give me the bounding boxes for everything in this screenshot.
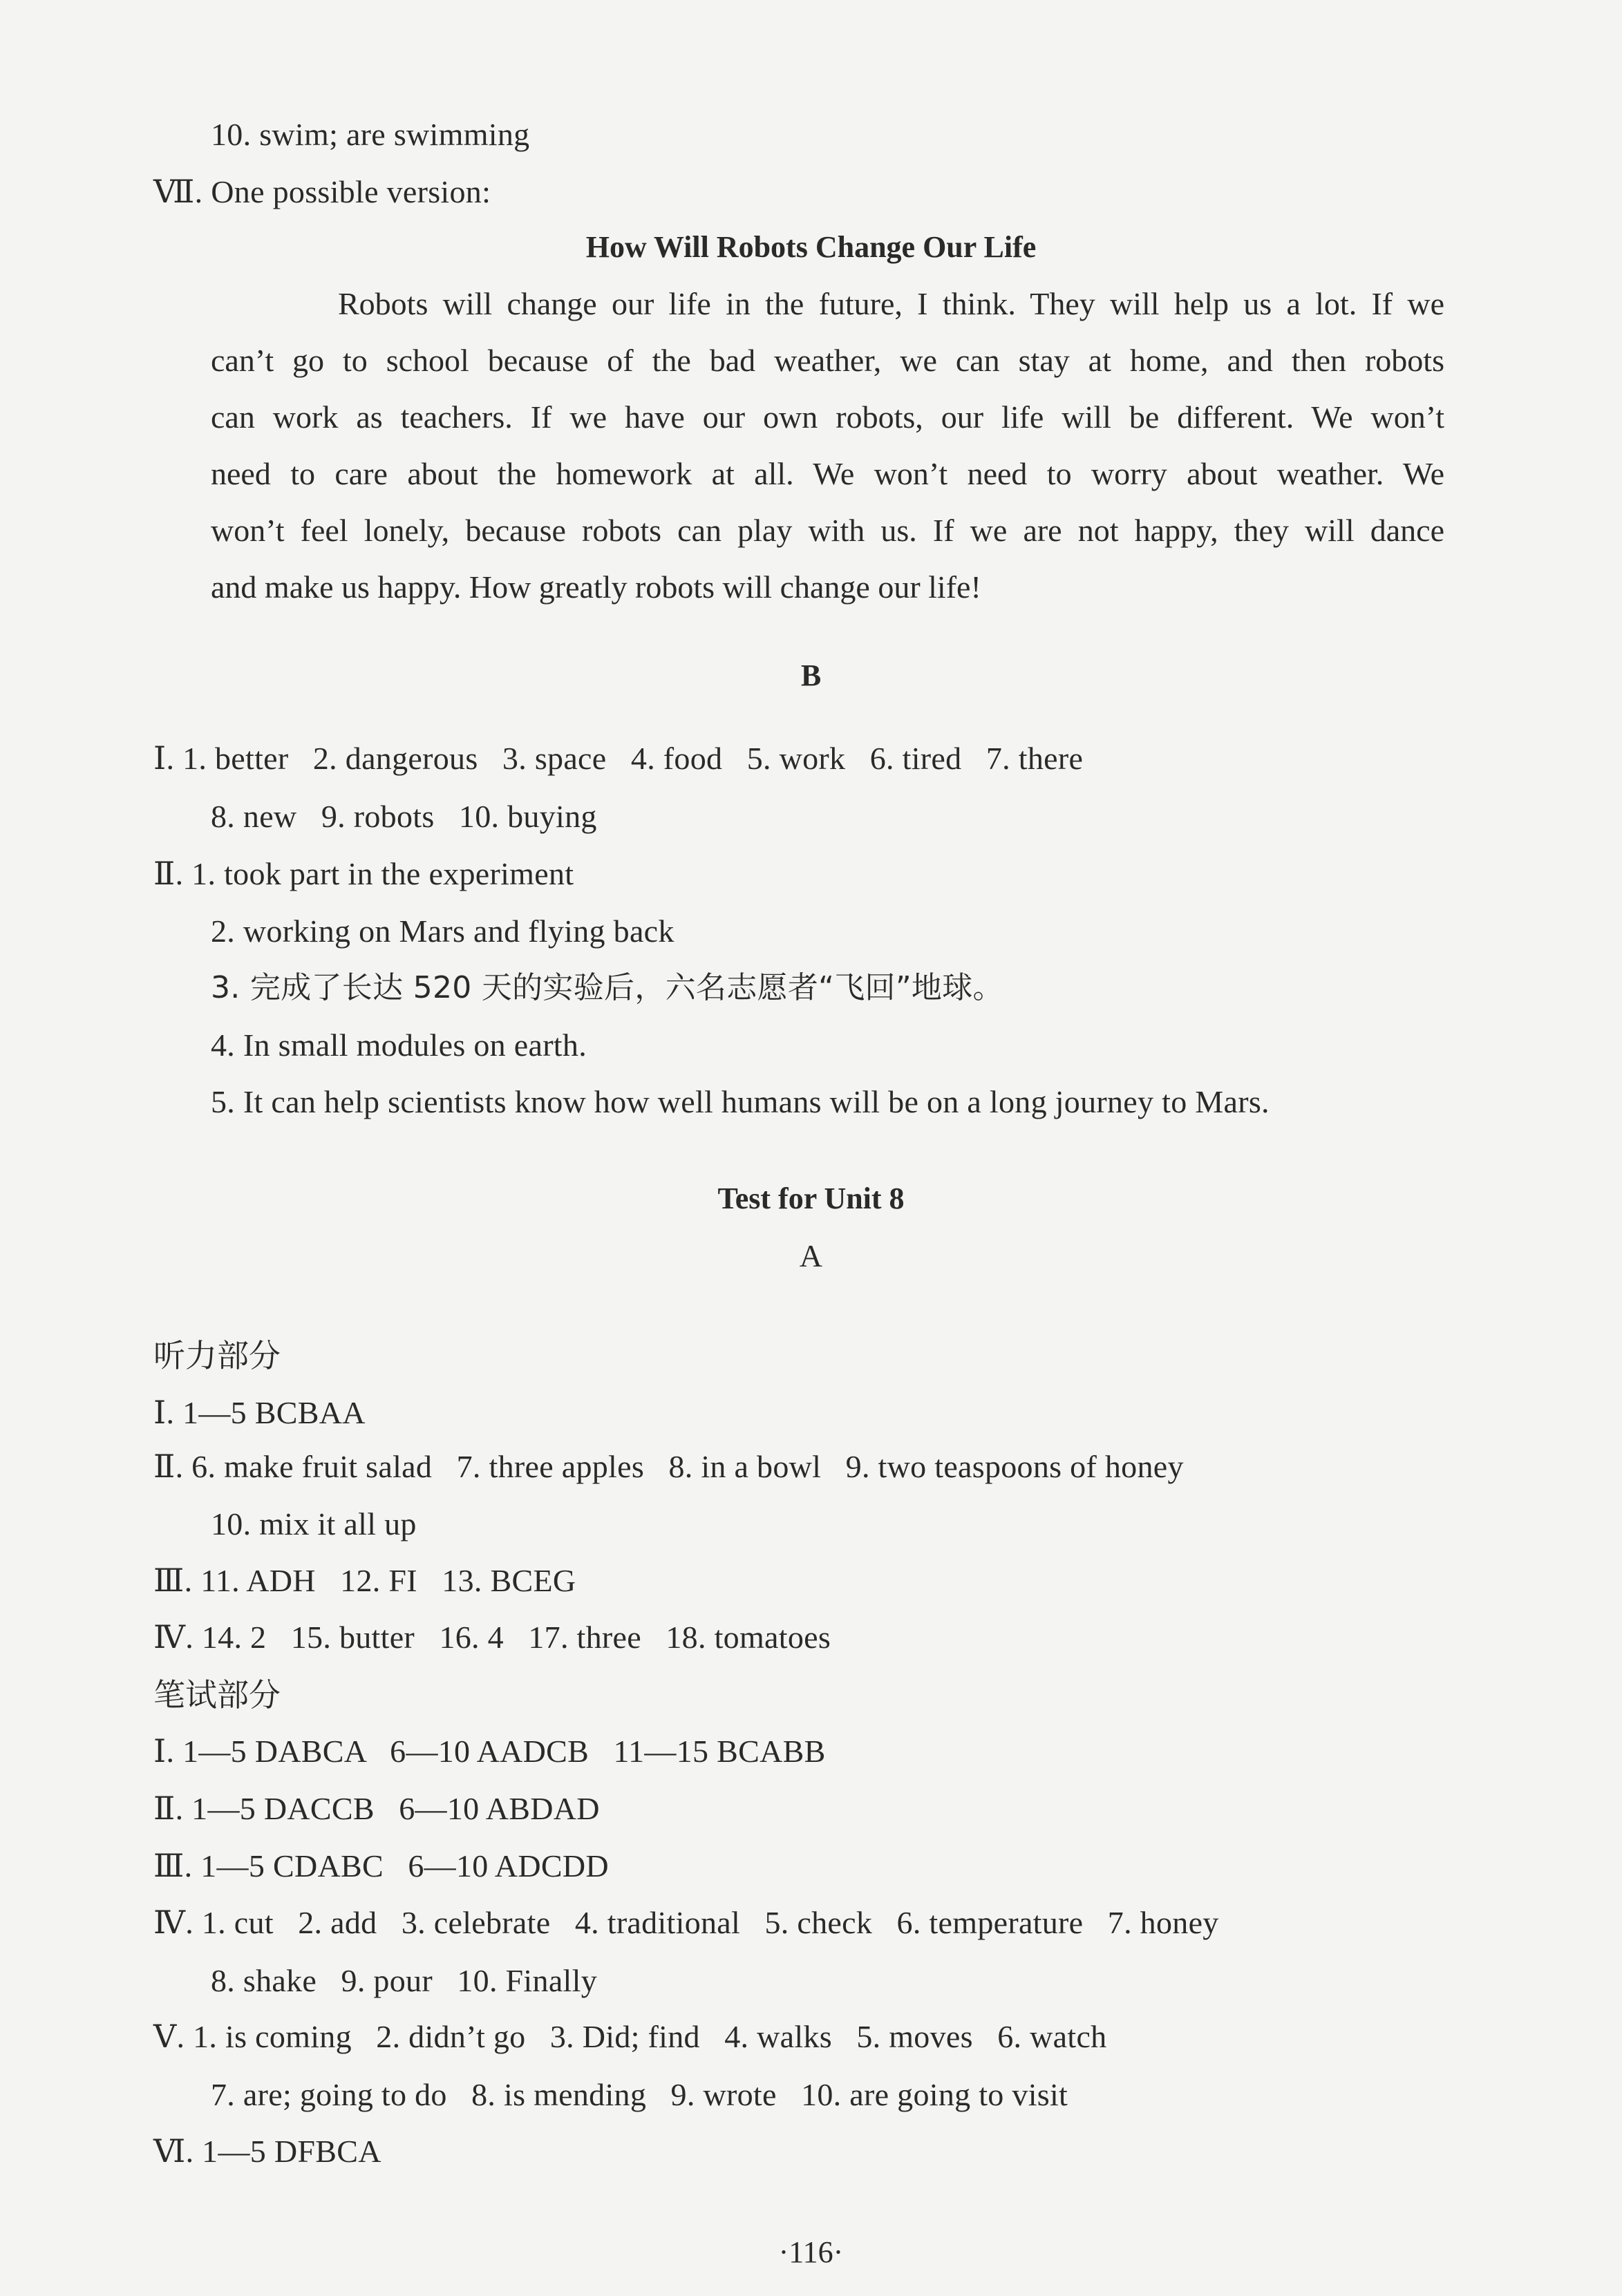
written-iii: Ⅲ. 1—5 CDABC 6—10 ADCDD [153, 1848, 609, 1884]
test-title: Test for Unit 8 [717, 1182, 905, 1215]
essay-line: won’t feel lonely, because robots can play with us. If we are not happy, they will dance [211, 513, 1444, 548]
essay-line: can’t go to school because of the bad weather, we can stay at home, and then robots [211, 343, 1444, 378]
written-iv-line1: Ⅳ. 1. cut 2. add 3. celebrate 4. traditional 5. check 6. temperature 7. honey [153, 1905, 1219, 1940]
written-ii: Ⅱ. 1—5 DACCB 6—10 ABDAD [153, 1791, 600, 1826]
page-number: ·116· [778, 2235, 844, 2269]
listening-iv: Ⅳ. 14. 2 15. butter 16. 4 17. three 18. tomatoes [153, 1620, 831, 1655]
part-b-ii-3: 3. 完成了长达 520 天的实验后，六名志愿者“飞回”地球。 [211, 970, 1003, 1005]
essay-line: and make us happy. How greatly robots will change our life! [211, 569, 981, 605]
essay-line: need to care about the homework at all. We won’t need to worry about weather. We [211, 456, 1444, 491]
written-iv-line2: 8. shake 9. pour 10. Finally [211, 1963, 597, 1998]
part-b-i-line2: 8. new 9. robots 10. buying [211, 799, 597, 834]
listening-ii-line2: 10. mix it all up [211, 1506, 417, 1541]
listening-i: Ⅰ. 1—5 BCBAA [153, 1395, 366, 1430]
written-v-line2: 7. are; going to do 8. is mending 9. wrote 10. are going to visit [211, 2077, 1068, 2112]
answer-line-10: 10. swim; are swimming [211, 117, 530, 152]
written-heading: 笔试部分 [153, 1676, 281, 1714]
part-b-ii-line1: Ⅱ. 1. took part in the experiment [153, 856, 574, 891]
part-b-i-line1: Ⅰ. 1. better 2. dangerous 3. space 4. food 5. work 6. tired 7. there [153, 741, 1084, 776]
essay-title: How Will Robots Change Our Life [585, 230, 1037, 264]
part-b-ii-5: 5. It can help scientists know how well humans will be on a long journey to Mars. [211, 1084, 1270, 1119]
part-b-label: B [800, 658, 822, 692]
essay-body [211, 283, 1444, 608]
listening-heading: 听力部分 [153, 1337, 281, 1374]
written-v-line1: Ⅴ. 1. is coming 2. didn’t go 3. Did; find 4. walks 5. moves 6. watch [153, 2019, 1107, 2054]
listening-ii-line1: Ⅱ. 6. make fruit salad 7. three apples 8. in a bowl 9. two teaspoons of honey [153, 1449, 1184, 1484]
section-vii-label: Ⅶ. One possible version: [153, 174, 491, 209]
part-b-ii-2: 2. working on Mars and flying back [211, 913, 675, 949]
essay-line: can work as teachers. If we have our own robots, our life will be different. We won’t [211, 399, 1444, 435]
test-label-a: A [799, 1238, 823, 1273]
written-i: Ⅰ. 1—5 DABCA 6—10 AADCB 11—15 BCABB [153, 1734, 826, 1769]
written-vi: Ⅵ. 1—5 DFBCA [153, 2134, 381, 2169]
essay-line: Robots will change our life in the future, I think. They will help us a lot. If we [338, 286, 1444, 321]
part-b-ii-4: 4. In small modules on earth. [211, 1027, 587, 1063]
listening-iii: Ⅲ. 11. ADH 12. FI 13. BCEG [153, 1563, 576, 1598]
